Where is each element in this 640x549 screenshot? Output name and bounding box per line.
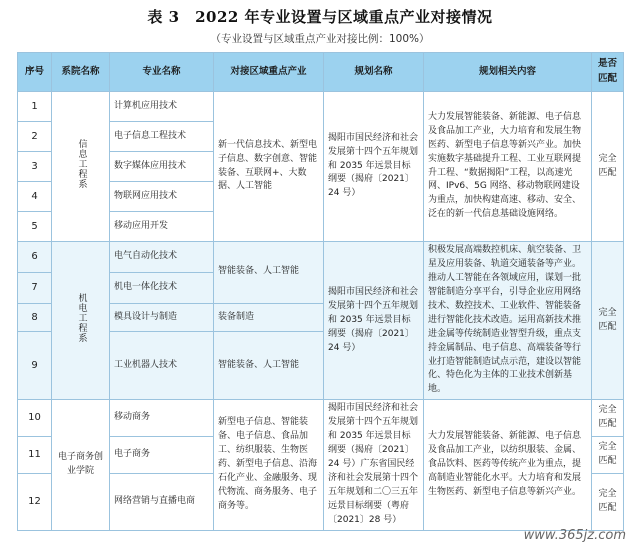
header-major: 专业名称: [110, 53, 214, 92]
row-no: 6: [18, 242, 52, 273]
major-cell: 电子商务: [110, 436, 214, 473]
row-no: 5: [18, 212, 52, 242]
plan-cell: 揭阳市国民经济和社会发展第十四个五年规划和 2035 年远景目标纲要（揭府〔2021〕24 号）: [324, 92, 424, 242]
match-cell: 完全匹配: [592, 242, 624, 400]
header-match: 是否匹配: [592, 53, 624, 92]
row-no: 4: [18, 182, 52, 212]
plan-cell: 揭阳市国民经济和社会发展第十四个五年规划和 2035 年远景目标纲要（揭府〔2021〕24 号）广东省国民经济和社会发展第十四个五年规划和二〇三五年远景目标纲要（粤府〔2021〕28 号）: [324, 400, 424, 530]
major-cell: 计算机应用技术: [110, 92, 214, 122]
major-cell: 工业机器人技术: [110, 332, 214, 400]
plan-cell: 揭阳市国民经济和社会发展第十四个五年规划和 2035 年远景目标纲要（揭府〔2021〕24 号）: [324, 242, 424, 400]
major-industry-table: [17, 52, 624, 531]
header-dept: 系院名称: [52, 53, 110, 92]
dept-cell: [52, 242, 110, 400]
industry-cell: 智能装备、人工智能: [214, 242, 324, 304]
industry-cell: 装备制造: [214, 303, 324, 332]
row-no: 10: [18, 400, 52, 437]
major-cell: 物联网应用技术: [110, 182, 214, 212]
dept-name: 机电工程系: [76, 292, 87, 343]
industry-cell: 新一代信息技术、新型电子信息、数字创意、智能装备、互联网+、大数据、人工智能: [214, 92, 324, 242]
table-header-row: [18, 53, 624, 92]
row-no: 1: [18, 92, 52, 122]
header-no: 序号: [18, 53, 52, 92]
match-cell: 完全匹配: [592, 436, 624, 473]
content-cell: 大力发展智能装备、新能源、电子信息及食品加工产业，以纺织服装、金属、食品饮料、医药等传统产业为重点，提高制造业智能化水平。大力培育和发展生物医药、新型电子信息等新兴产业。: [424, 400, 592, 530]
table-subtitle: （专业设置与区域重点产业对接比例：100%）: [210, 33, 430, 45]
dept-name: 信息工程系: [76, 138, 87, 189]
major-cell: 机电一体化技术: [110, 272, 214, 303]
major-cell: 电气自动化技术: [110, 242, 214, 273]
row-no: 12: [18, 473, 52, 530]
content-cell: 大力发展智能装备、新能源、电子信息及食品加工产业，大力培育和发展生物医药、新型电子信息等新兴产业。加快实施数字基础提升工程、工业互联网提升工程、“数据揭阳”工程，以高速光网、IPv6、5G 网络、移动物联网建设为重点，加快构建高速、移动、安全、泛在的新一代信息基础设施网络。: [424, 92, 592, 242]
table-row: [18, 242, 624, 273]
content-cell: 积极发展高端数控机床、航空装备、卫星及应用装备、轨道交通装备等产业。推动人工智能在各领域应用，谋划一批智能制造分享平台，引导企业应用网络技术、数控技术、工业软件、智能装备进行智能化技术改造。运用高新技术推进金属等传统制造业智型升级，重点支持金属制品、电子信息、高端装备等行业打造智能制造试点示范，建设以智能化、特色化为主体的工业技术创新基地。: [424, 242, 592, 400]
dept-cell: 电子商务创业学院: [52, 400, 110, 530]
industry-cell: 智能装备、人工智能: [214, 332, 324, 400]
row-no: 3: [18, 152, 52, 182]
row-no: 2: [18, 122, 52, 152]
major-cell: 模具设计与制造: [110, 303, 214, 332]
row-no: 7: [18, 272, 52, 303]
header-content: 规划相关内容: [424, 53, 592, 92]
header-plan: 规划名称: [324, 53, 424, 92]
table-row: [18, 92, 624, 122]
major-cell: 电子信息工程技术: [110, 122, 214, 152]
major-cell: 移动应用开发: [110, 212, 214, 242]
header-industry: 对接区域重点产业: [214, 53, 324, 92]
table-title: 表 3 2022 年专业设置与区域重点产业对接情况: [147, 8, 493, 26]
table-row: [18, 400, 624, 437]
industry-cell: 新型电子信息、智能装备、电子信息、食品加工、纺织服装、生物医药、新型电子信息、沿海石化产业、金融服务、现代物流、商务服务、电子商务等。: [214, 400, 324, 530]
match-cell: 完全匹配: [592, 92, 624, 242]
major-cell: 数字媒体应用技术: [110, 152, 214, 182]
match-cell: 完全匹配: [592, 473, 624, 530]
major-cell: 网络营销与直播电商: [110, 473, 214, 530]
row-no: 9: [18, 332, 52, 400]
row-no: 8: [18, 303, 52, 332]
row-no: 11: [18, 436, 52, 473]
major-cell: 移动商务: [110, 400, 214, 437]
dept-cell: [52, 92, 110, 242]
watermark-text: www.365jz.com: [523, 528, 626, 543]
match-cell: 完全匹配: [592, 400, 624, 437]
